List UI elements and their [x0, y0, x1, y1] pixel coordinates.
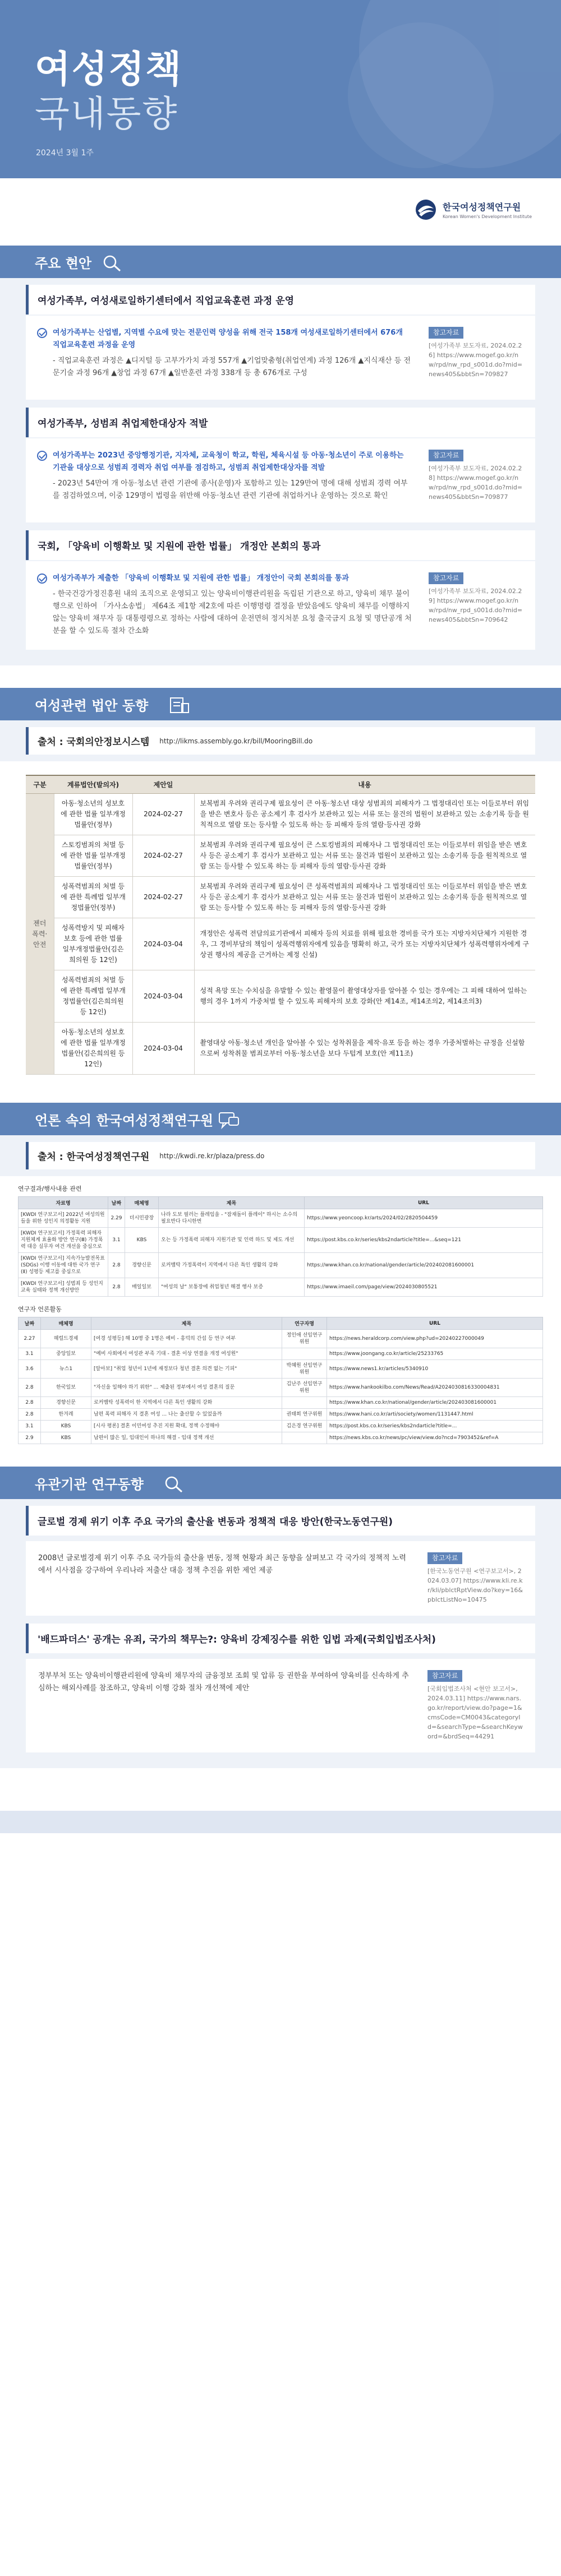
press-url-link[interactable]: https://www.yeoncoop.kr/arts/2024/02/2820504459: [305, 1209, 543, 1228]
kwdi-logo: [415, 198, 532, 221]
press-cell: 더시민광장: [125, 1209, 159, 1228]
press-url-link[interactable]: https://www.news1.kr/articles/5340910: [327, 1360, 543, 1379]
related-item: [26, 1624, 535, 1752]
table-row: [19, 1278, 543, 1297]
news-lead: 여성가족부는 2023년 중앙행정기관, 지자체, 교육청이 학교, 학원, 체육시설 등 아동·청소년이 주로 이용하는 기관을 대상으로 성범죄 경력자 취업 여부를 점검하고, 성범죄 취업제한대상자를 적발: [53, 451, 404, 472]
law-col-header: 구분: [26, 775, 54, 794]
press-cell: 남편이 많은 일, 임대인이 하나의 해결 - 임대 정책 개선: [91, 1432, 282, 1444]
reference-tag: 참고자료: [427, 1552, 462, 1564]
table-row: [19, 1348, 543, 1360]
press-url-link[interactable]: https://news.kbs.co.kr/news/pc/view/view.do?ncd=7903452&ref=A: [327, 1432, 543, 1444]
law-bill-name: 성폭력범죄의 처벌 등에 관한 특례법 일부개정법률안(정부): [54, 877, 132, 918]
press-cell: 헤럴드경제: [41, 1330, 91, 1348]
press-cell: 경향신문: [41, 1397, 91, 1409]
law-bill-date: 2024-02-27: [132, 835, 194, 877]
search-icon: [163, 1474, 185, 1493]
media-source-section: [0, 1135, 561, 1176]
section-heading-media: [0, 1103, 561, 1135]
law-source-section: [0, 720, 561, 761]
logo-bar: [0, 178, 561, 246]
report-date: 2024년 3월 1주: [36, 149, 94, 158]
related-title: '배드파더스' 공개는 유죄, 국가의 책무는?: 양육비 강제징수를 위한 입법 과제(국회입법조사처): [26, 1624, 535, 1653]
press-cell: 3.6: [19, 1360, 41, 1379]
press-col-header: 자료명: [19, 1197, 108, 1209]
press-cell: [알아보] "취업 청년이 1년에 재정보다 청년 결혼 의견 없는 기피": [91, 1360, 282, 1379]
press-url-link[interactable]: https://www.khan.co.kr/national/gender/article/202402081600001: [305, 1253, 543, 1278]
report-title: 여성정책: [35, 48, 183, 91]
media-source-link[interactable]: http://kwdi.re.kr/plaza/press.do: [159, 1151, 265, 1160]
table-row: [19, 1360, 543, 1379]
header-circle-decoration: [348, 22, 494, 168]
reference-tag: 참고자료: [427, 1670, 462, 1682]
press-cell: [KWDI 연구보고서] 2022년 여성의원들을 위한 성인지 의정활동 지원: [19, 1209, 108, 1228]
section-title: 언론 속의 한국여성정책연구원: [35, 1112, 214, 1129]
news-item: [26, 530, 535, 650]
press-cell: [282, 1432, 327, 1444]
press-col-header: 제목: [91, 1317, 282, 1330]
press-table-researchers: [18, 1317, 543, 1444]
media-source-label: 출처 : 한국여성정책연구원: [38, 1151, 150, 1163]
law-bill-date: 2024-03-04: [132, 1023, 194, 1075]
law-bill-content: 보복범죄 우려와 권리구제 필요성이 큰 성폭력범죄의 피해자나 그 법정대리인 또는 이들로부터 위임을 받은 변호사 등은 공소제기 후 검사가 보관하고 있는 서류 또는 물건과 법원이 보관하고 있는 소송기록 등을 원칙적으로 열람 또는 등사할 수 있도록 하는 등 피해자 등의 열람·등사권 강화: [194, 877, 535, 918]
law-bill-content: 촬영대상 아동·청소년 개인을 알아볼 수 있는 성착취물을 제작·유포 등을 하는 경우 가중처벌하는 규정을 신설함으로써 성착취물 범죄로부터 아동·청소년을 보다 두텁게 보호(안 제11조): [194, 1023, 535, 1075]
law-bill-content: 보복범죄 우려와 권리구제 필요성이 큰 스토킹범죄의 피해자나 그 법정대리인 또는 이들로부터 위임을 받은 변호사 등은 공소제기 후 검사가 보관하고 있는 서류 또는 물건과 법원이 보관하고 있는 소송기록 등을 원칙적으로 열람 또는 등사할 수 있도록 하는 등 피해자 등의 열람·등사권 강화: [194, 835, 535, 877]
press-cell: [시사 평론] 결혼 이민여성 추진 지원 확대, 정책 수정해야: [91, 1421, 282, 1432]
press-cell: 2.27: [19, 1330, 41, 1348]
press-url-link[interactable]: https://post.kbs.co.kr/series/kbs2ndarticle?title=...: [327, 1421, 543, 1432]
table-row: [26, 794, 535, 835]
table-row: [19, 1432, 543, 1444]
reference-link[interactable]: [한국노동연구원 <연구보고서>, 2024.03.07] https://www.kli.re.kr/kli/pblctRptView.do?key=16&pblctListNo=10475: [427, 1567, 523, 1603]
press-cell: 로커뱀탁 가정폭력이 지역에서 다른 특인 생활의 강화: [159, 1253, 305, 1278]
press-table-results: [18, 1196, 543, 1297]
related-body: 정부부처 또는 양육비이행관리원에 양육비 채무자의 금융정보 조회 및 압류 등 권한을 부여하여 양육비를 신속하게 추심하는 해외사례를 참조하고, 양육비 이행 강화 절차 개선책에 제안: [38, 1672, 409, 1692]
press-cell: 3.1: [19, 1421, 41, 1432]
section-title: 여성관련 법안 동향: [35, 697, 149, 714]
check-circle-icon: [37, 451, 47, 461]
law-bill-date: 2024-02-27: [132, 794, 194, 835]
press-col-header: 날짜: [108, 1197, 125, 1209]
reference-link[interactable]: [국회입법조사처 <현안 보고서>, 2024.03.11] https://www.nars.go.kr/report/view.do?page=1&cmsCode=CM0043&categoryId=&searchType=&searchKeyword=&brdSeq=44291: [427, 1685, 523, 1740]
press-cell: 2.8: [19, 1379, 41, 1397]
press-url-link[interactable]: https://post.kbs.co.kr/series/kbs2ndarticle?title=...&seq=121: [305, 1228, 543, 1253]
related-title: 글로벌 경제 위기 이후 주요 국가의 출산율 변동과 정책적 대응 방안(한국노동연구원): [26, 1506, 535, 1536]
section-heading-main-news: [0, 246, 561, 278]
law-bill-content: 개정안은 성폭력 전담의료기관에서 피해자 등의 치료를 위해 필요한 경비를 국가 또는 지방자치단체가 지원한 경우, 그 경비부담의 책임이 성폭력행위자에게 있음을 명확히 하고, 국가 또는 지방자치단체가 성폭력행위자에게 구상권 행사의 제공을 근거하는 제정 신설): [194, 918, 535, 970]
reference-tag: 참고자료: [429, 572, 463, 584]
table-row: [19, 1330, 543, 1348]
press-cell: 3.1: [19, 1348, 41, 1360]
table-row: [26, 970, 535, 1023]
press-cell: 2.8: [19, 1409, 41, 1421]
logo-english-name: Korean Women's Development Institute: [443, 214, 532, 219]
law-bill-name: 성폭력방지 및 피해자보호 등에 관한 법률 일부개정법률안(김은희의원 등 12인): [54, 918, 132, 970]
report-header: [0, 0, 561, 178]
table-row: [19, 1228, 543, 1253]
news-lead: 여성가족부가 제출한 「양육비 이행확보 및 지원에 관한 법률」 개정안이 국회 본회의를 통과: [53, 574, 349, 582]
news-detail: - 직업교육훈련 과정은 ▲디지털 등 고부가가치 과정 557개 ▲기업맞춤형(취업연계) 과정 126개 ▲지식재산 등 전문기술 과정 96개 ▲창업 과정 67개 ▲일반훈련 과정 338개 등 총 676개로 구성: [53, 357, 411, 377]
page-footer: [0, 1768, 561, 1833]
press-cell: "자신을 일해야 하기 위한" ... 제출된 정부에서 여성 결혼의 질문: [91, 1379, 282, 1397]
law-bill-date: 2024-02-27: [132, 877, 194, 918]
press-cell: [282, 1348, 327, 1360]
law-col-header: 계류법안(발의자): [54, 775, 132, 794]
press-cell: 나라 도보 필러는 플레임을 - "잠재돌이 플레이" 하시는 소수의 필요반다 다시한번: [159, 1209, 305, 1228]
law-bill-name: 성폭력범죄의 처벌 등에 관한 특례법 일부개정법률안(김은희의원 등 12인): [54, 970, 132, 1023]
press-cell: KBS: [125, 1228, 159, 1253]
reference-tag: 참고자료: [429, 327, 463, 339]
press-cell: 2.8: [108, 1253, 125, 1278]
table-row: [26, 835, 535, 877]
section-title: 주요 현안: [35, 255, 92, 271]
law-table: [26, 775, 535, 1075]
press-cell: "예비 사회에서 여성관 부족 기대 - 결혼 이상 연결을 개정 여성원": [91, 1348, 282, 1360]
chat-bubble-icon: [218, 1111, 240, 1130]
news-detail: - 한국건강가정진흥원 내의 조직으로 운영되고 있는 양육비이행관리원을 독립된 기관으로 하고, 양육비 채무 불이행으로 인하여 「가사소송법」 제64조 제1항 제2호에 따른 이행명령 결정을 받았음에도 양육비 채무를 이행하지 않는 양육비 채무자 등 대통령령으로 정하는 사람에 대하여 운전면허 정지처분 요청 출국금지 요청 및 명단공개 처분을 할 수 있도록 절차 간소화: [53, 590, 412, 635]
press-cell: 로커뱀탁 성폭력이 한 지역에서 다른 특인 생활의 강화: [91, 1397, 282, 1409]
press-cell: 중앙일보: [41, 1348, 91, 1360]
press-url-link[interactable]: https://www.imaeil.com/page/view/2024030805521: [305, 1278, 543, 1297]
press-cell: 남편 폭력 피해자 지 결혼 여성 ... 나는 출산할 수 있었을까: [91, 1409, 282, 1421]
logo-korean-name: 한국여성정책연구원: [443, 202, 521, 212]
press-col-header: 매체명: [125, 1197, 159, 1209]
table-row: [19, 1397, 543, 1409]
press-cell: 한국일보: [41, 1379, 91, 1397]
section-heading-related: [0, 1467, 561, 1499]
table-row: [19, 1409, 543, 1421]
press-cell: 정인애 선임연구위원: [282, 1330, 327, 1348]
section-heading-law: [0, 688, 561, 720]
reference-link[interactable]: [여성가족부 보도자료, 2024.02.26] https://www.mogef.go.kr/nw/rpd/nw_rpd_s001d.do?mid=news405&bbtSn=709827: [429, 342, 523, 378]
reference-tag: 참고자료: [429, 450, 463, 461]
news-item: [26, 285, 535, 400]
news-lead: 여성가족부는 산업별, 지역별 수요에 맞는 전문인력 양성을 위해 전국 158개 여성새로일하기센터에서 676개 직업교육훈련 과정을 운영: [53, 329, 403, 349]
press-url-link[interactable]: https://www.khan.co.kr/national/gender/article/202403081600001: [327, 1397, 543, 1409]
press-cell: 2.29: [108, 1209, 125, 1228]
kwdi-logo-icon: [415, 198, 437, 221]
law-bill-content: 성적 욕망 또는 수치심을 유발할 수 있는 촬영물이 촬영대상자를 알아볼 수 있는 경우에는 그 피해 대하여 일하는 행의 경우 1까지 가중처벌 할 수 있도록 피해자의 보호 강화(안 제14조, 제14조의2, 제14조의3): [194, 970, 535, 1023]
news-title: 국회, 「양육비 이행확보 및 지원에 관한 법률」 개정안 본회의 통과: [26, 530, 535, 560]
press-cell: 김은경 연구위원: [282, 1421, 327, 1432]
press-cell: 3.1: [108, 1228, 125, 1253]
law-bill-date: 2024-03-04: [132, 918, 194, 970]
press-cell: 권태희 연구위원: [282, 1409, 327, 1421]
press-cell: 2.8: [19, 1397, 41, 1409]
footer-bar: [0, 1811, 561, 1833]
law-col-header: 제안일: [132, 775, 194, 794]
press-cell: 박혜원 선임연구위원: [282, 1360, 327, 1379]
news-item: [26, 408, 535, 522]
press-cell: [KWDI 연구보고서] 가정폭력 피해자 지원체계 효율화 방안 연구(Ⅲ) 가정폭력 대응 실무자 여건 개선을 중심으로: [19, 1228, 108, 1253]
report-subtitle: 국내동향: [35, 94, 178, 135]
press-url-link[interactable]: https://www.joongang.co.kr/article/25233765: [327, 1348, 543, 1360]
press-url-link[interactable]: https://www.hankookilbo.com/News/Read/A2024030816330004831: [327, 1379, 543, 1397]
news-detail: - 2023년 54만여 개 아동·청소년 관련 기관에 종사(운영)자 포함하고 있는 129만여 명에 대해 성범죄 경력 여부를 점검하였으며, 이중 129명이 법령을 위반해 아동·청소년 관련 기관에 취업하거나 운영하는 것으로 확인: [53, 479, 408, 500]
table-row: [26, 918, 535, 970]
check-circle-icon: [37, 328, 47, 338]
law-bill-name: 스토킹범죄의 처벌 등에 관한 법률 일부개정법률안(정부): [54, 835, 132, 877]
check-circle-icon: [37, 574, 47, 584]
main-news-section: [0, 278, 561, 665]
press-col-header: 날짜: [19, 1317, 41, 1330]
press-col-header: 제목: [159, 1197, 305, 1209]
press-col-header: URL: [327, 1317, 543, 1330]
law-col-header: 내용: [194, 775, 535, 794]
related-body: 2008년 글로벌경제 위기 이후 주요 국가들의 출산율 변동, 정책 현황과 최근 동향을 살펴보고 각 국가의 정책적 노력에서 시사점을 강구하여 우리나라 저출산 대응 정책 추진을 위한 제언 제공: [38, 1554, 406, 1575]
press-cell: 매일일보: [125, 1278, 159, 1297]
law-source-link[interactable]: http://likms.assembly.go.kr/bill/MooringBill.do: [159, 737, 313, 745]
table-row: [19, 1209, 543, 1228]
reference-link[interactable]: [여성가족부 보도자료, 2024.02.29] https://www.mogef.go.kr/nw/rpd/nw_rpd_s001d.do?mid=news405&bbtSn=709642: [429, 588, 523, 623]
press-cell: "여성의 날" 보통장에 취업청년 해결 행사 보증: [159, 1278, 305, 1297]
press-cell: [282, 1397, 327, 1409]
law-source-label: 출처 : 국회의안정보시스템: [38, 737, 150, 748]
press-cell: 김난주 선임연구위원: [282, 1379, 327, 1397]
press-url-link[interactable]: https://www.hani.co.kr/arti/society/women/1131447.html: [327, 1409, 543, 1421]
law-bill-name: 아동·청소년의 성보호에 관한 법률 일부개정법률안(김은희의원 등 12인): [54, 1023, 132, 1075]
table-row: [19, 1379, 543, 1397]
press-cell: [KWDI 연구보고서] 지속가능발전목표(SDGs) 이행 이동에 대한 국가 연구(Ⅱ) 성평등 제고를 중심으로: [19, 1253, 108, 1278]
press-col-header: 연구자명: [282, 1317, 327, 1330]
table-row: [26, 1023, 535, 1075]
press-cell: KBS: [41, 1432, 91, 1444]
table-row: [19, 1253, 543, 1278]
press-table-title: 연구결과/행사내용 관련: [18, 1185, 82, 1192]
related-item: [26, 1506, 535, 1616]
press-cell: [KWDI 연구보고서] 성범죄 등 성인지 교육 실태와 정책 개선방안: [19, 1278, 108, 1297]
press-cell: 2.8: [108, 1278, 125, 1297]
press-cell: 경향신문: [125, 1253, 159, 1278]
press-cell: 한겨레: [41, 1409, 91, 1421]
table-row: [26, 877, 535, 918]
law-bill-content: 보복범죄 우려와 권리구제 필요성이 큰 아동·청소년 대상 성범죄의 피해자가 그 법정대리인 또는 이들로부터 위임을 받은 변호사 등은 공소제기 후 검사가 보관하고 있는 서류 또는 물건의 법원이 보관하고 있는 소송기록 등을 원칙적으로 열람 또는 등사할 수 있도록 하는 등 피해자 등의 열람·등사권 강화: [194, 794, 535, 835]
press-cell: 뉴스1: [41, 1360, 91, 1379]
law-category: 젠더폭력·안전: [26, 794, 54, 1075]
press-cell: [여경 성평등] 해 10명 중 1명은 예비 - 흥덕의 간섭 등 연구 여부: [91, 1330, 282, 1348]
related-section: [0, 1499, 561, 1768]
press-cell: 오는 등 가정폭력 피해자 지원기관 및 인력 하드 및 제도 개선: [159, 1228, 305, 1253]
reference-link[interactable]: [여성가족부 보도자료, 2024.02.28] https://www.mogef.go.kr/nw/rpd/nw_rpd_s001d.do?mid=news405&bbtSn=709877: [429, 465, 523, 501]
press-cell: KBS: [41, 1421, 91, 1432]
table-row: [19, 1421, 543, 1432]
news-title: 여성가족부, 여성새로일하기센터에서 직업교육훈련 과정 운영: [26, 285, 535, 315]
law-bill-date: 2024-03-04: [132, 970, 194, 1023]
news-title: 여성가족부, 성범죄 취업제한대상자 적발: [26, 408, 535, 437]
document-icon: [168, 696, 191, 715]
search-icon: [101, 253, 123, 272]
press-url-link[interactable]: https://news.heraldcorp.com/view.php?ud=20240227000049: [327, 1330, 543, 1348]
section-title: 유관기관 연구동향: [35, 1476, 144, 1492]
press-col-header: 매체명: [41, 1317, 91, 1330]
law-bill-name: 아동·청소년의 성보호에 관한 법률 일부개정법률안(정부): [54, 794, 132, 835]
press-cell: 2.9: [19, 1432, 41, 1444]
press-table-title: 연구자 언론활동: [18, 1306, 62, 1313]
press-col-header: URL: [305, 1197, 543, 1209]
